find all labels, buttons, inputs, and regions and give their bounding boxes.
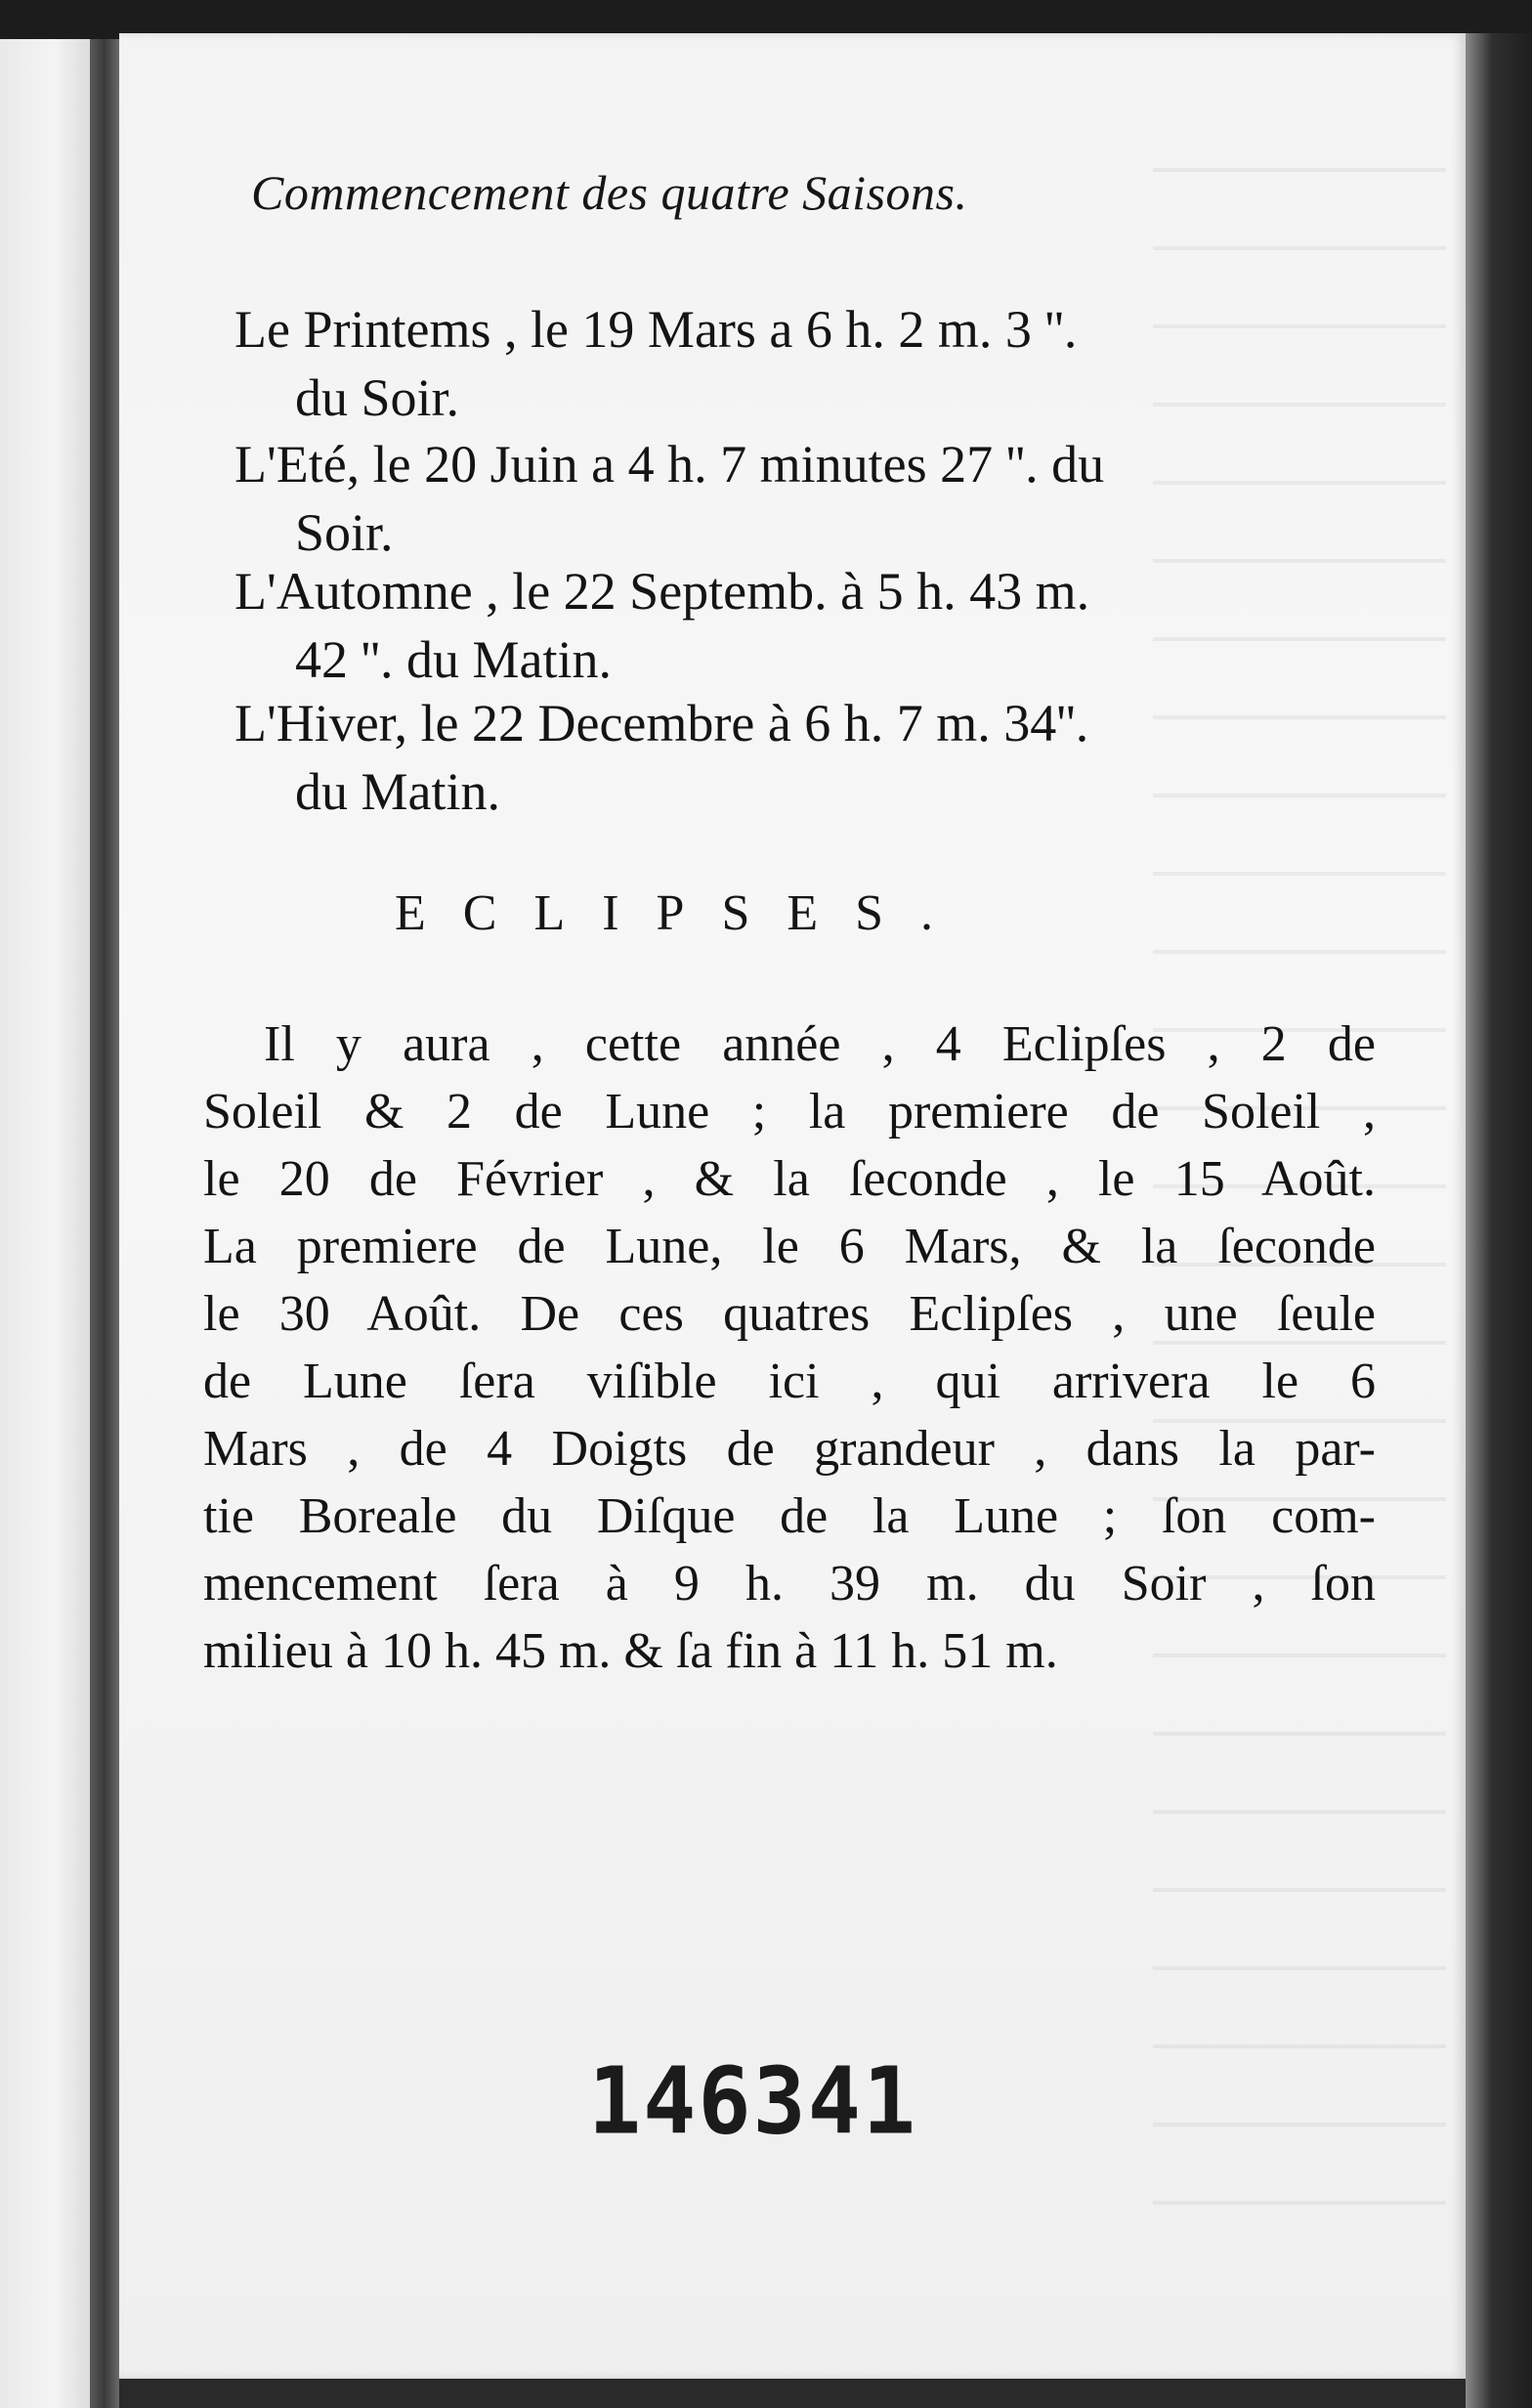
season-line: L'Automne , le 22 Septemb. à 5 h. 43 m. [234, 562, 1090, 621]
eclipses-paragraph [203, 1010, 1385, 1685]
paragraph-line: tie Boreale du Diſque de la Lune ; ſon com- [203, 1488, 1376, 1544]
page-edge-shadow [1466, 33, 1532, 2408]
season-line-continued: du Soir. [295, 368, 460, 427]
season-entry [234, 295, 1378, 432]
paragraph-line: Soleil & 2 de Lune ; la premiere de Soleil , [203, 1084, 1376, 1140]
paragraph-line: le 20 de Février , & la ſeconde , le 15 Août. [203, 1151, 1376, 1207]
paragraph-line: mencement ſera à 9 h. 39 m. du Soir , ſon [203, 1556, 1376, 1612]
paragraph-line: de Lune ſera viſible ici , qui arrivera le 6 [203, 1354, 1376, 1409]
season-line: Le Printems , le 19 Mars a 6 h. 2 m. 3 ''. [234, 300, 1078, 359]
book-spine [90, 39, 119, 2408]
section-title-eclipses: ECLIPSES. [395, 885, 971, 941]
season-line-continued: Soir. [295, 503, 394, 562]
page-heading: Commencement des quatre Saisons. [251, 165, 968, 220]
season-line: L'Hiver, le 22 Decembre à 6 h. 7 m. 34''. [234, 694, 1089, 752]
paragraph-line: le 30 Août. De ces quatres Eclipſes , une ſeule [203, 1286, 1376, 1342]
paragraph-line: La premiere de Lune, le 6 Mars, & la ſeconde [203, 1219, 1376, 1274]
paragraph-line: milieu à 10 h. 45 m. & ſa fin à 11 h. 51 m. [203, 1623, 1058, 1679]
season-line-continued: 42 ''. du Matin. [295, 630, 612, 689]
season-entry [234, 689, 1378, 826]
library-stamp-number: 146341 [588, 2047, 918, 2156]
season-entry [234, 430, 1378, 567]
facing-page-edge [0, 39, 90, 2408]
season-line: L'Eté, le 20 Juin a 4 h. 7 minutes 27 ''. du [234, 435, 1105, 494]
season-line-continued: du Matin. [295, 762, 500, 821]
season-entry [234, 557, 1378, 694]
paragraph-line: Mars , de 4 Doigts de grandeur , dans la par- [203, 1421, 1376, 1477]
paragraph-line: Il y aura , cette année , 4 Eclipſes , 2 de [264, 1016, 1376, 1072]
